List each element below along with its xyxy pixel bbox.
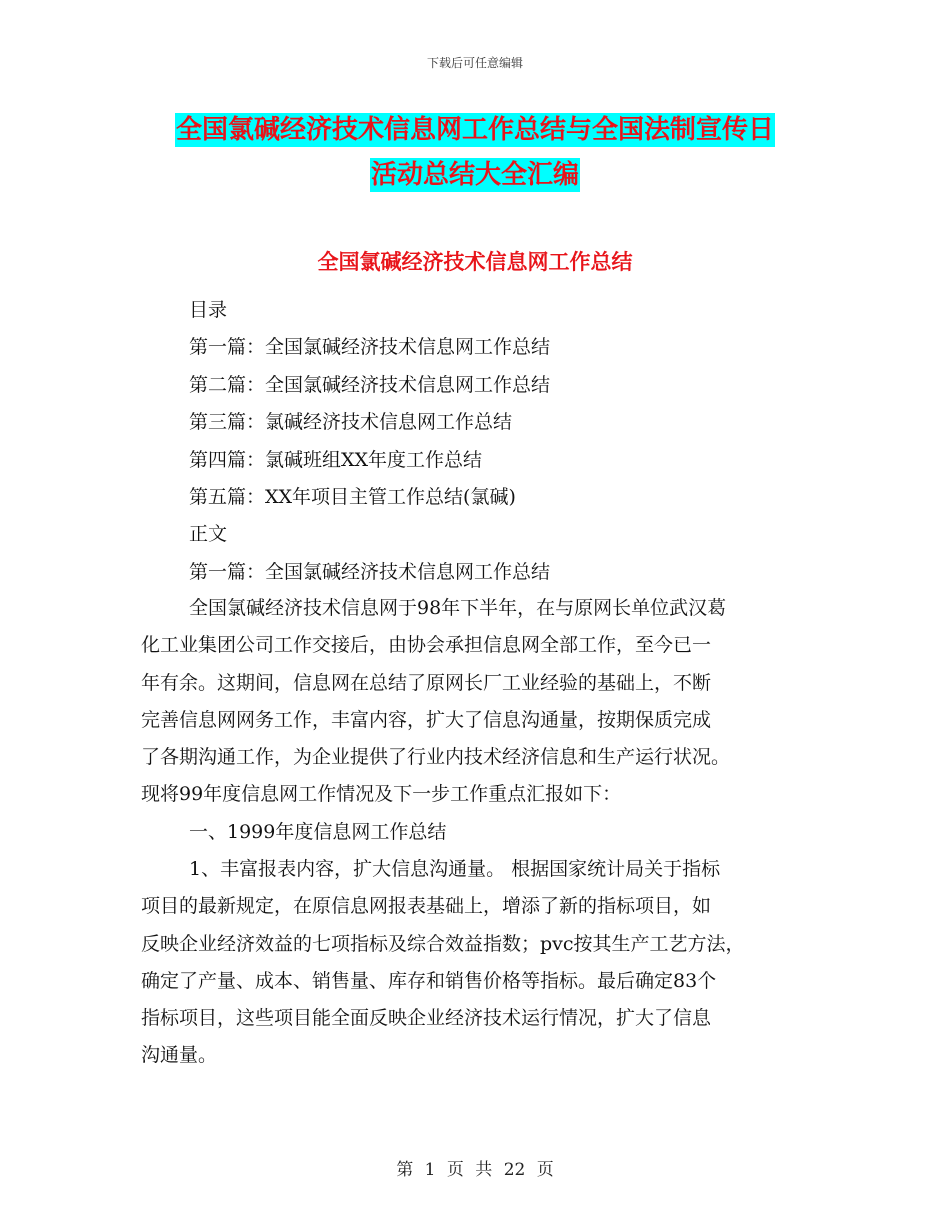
paragraph-line: 现将99年度信息网工作情况及下一步工作重点汇报如下： (141, 783, 622, 806)
paragraph-line: 年有余。这期间，信息网在总结了原网长厂工业经验的基础上，不断 (141, 671, 712, 694)
paragraph-1 (141, 590, 821, 814)
header-note: 下载后可任意编辑 (426, 56, 523, 70)
section-heading-text: 一、1999年度信息网工作总结 (189, 821, 447, 843)
table-of-contents (189, 292, 829, 591)
toc-item: 第二篇：全国氯碱经济技术信息网工作总结 (189, 373, 551, 396)
toc-heading: 目录 (189, 299, 228, 321)
section-heading-1 (141, 814, 821, 851)
paragraph-line: 项目的最新规定，在原信息网报表基础上，增添了新的指标项目，如 (141, 895, 712, 918)
main-title-line-1: 全国氯碱经济技术信息网工作总结与全国法制宣传日 (175, 115, 774, 145)
first-article-heading: 第一篇：全国氯碱经济技术信息网工作总结 (189, 560, 551, 583)
paragraph-line: 了各期沟通工作，为企业提供了行业内技术经济信息和生产运行状况。 (141, 746, 731, 769)
main-title (0, 108, 950, 198)
main-title-line-2: 活动总结大全汇编 (370, 160, 579, 190)
section-title: 全国氯碱经济技术信息网工作总结 (317, 250, 633, 274)
paragraph-line: 1、丰富报表内容，扩大信息沟通量。 根据国家统计局关于指标 (189, 858, 721, 880)
toc-item: 第五篇：XX年项目主管工作总结(氯碱) (189, 486, 516, 509)
toc-item: 第三篇：氯碱经济技术信息网工作总结 (189, 411, 513, 434)
toc-item: 第一篇：全国氯碱经济技术信息网工作总结 (189, 336, 551, 359)
paragraph-2 (141, 851, 821, 1075)
body-heading: 正文 (189, 523, 228, 546)
paragraph-line: 确定了产量、成本、销售量、库存和销售价格等指标。最后确定83个 (141, 969, 717, 992)
page-footer: 第 1 页 共 22 页 (396, 1160, 554, 1180)
paragraph-line: 完善信息网网务工作，丰富内容，扩大了信息沟通量，按期保质完成 (141, 708, 712, 731)
paragraph-line: 反映企业经济效益的七项指标及综合效益指数；pvc按其生产工艺方法， (141, 932, 745, 955)
paragraph-line: 全国氯碱经济技术信息网于98年下半年，在与原网长单位武汉葛 (189, 597, 727, 619)
paragraph-line: 指标项目，这些项目能全面反映企业经济技术运行情况，扩大了信息 (141, 1007, 712, 1030)
paragraph-line: 沟通量。 (141, 1044, 218, 1067)
toc-item: 第四篇：氯碱班组XX年度工作总结 (189, 448, 483, 471)
paragraph-line: 化工业集团公司工作交接后，由协会承担信息网全部工作，至今已一 (141, 634, 712, 657)
